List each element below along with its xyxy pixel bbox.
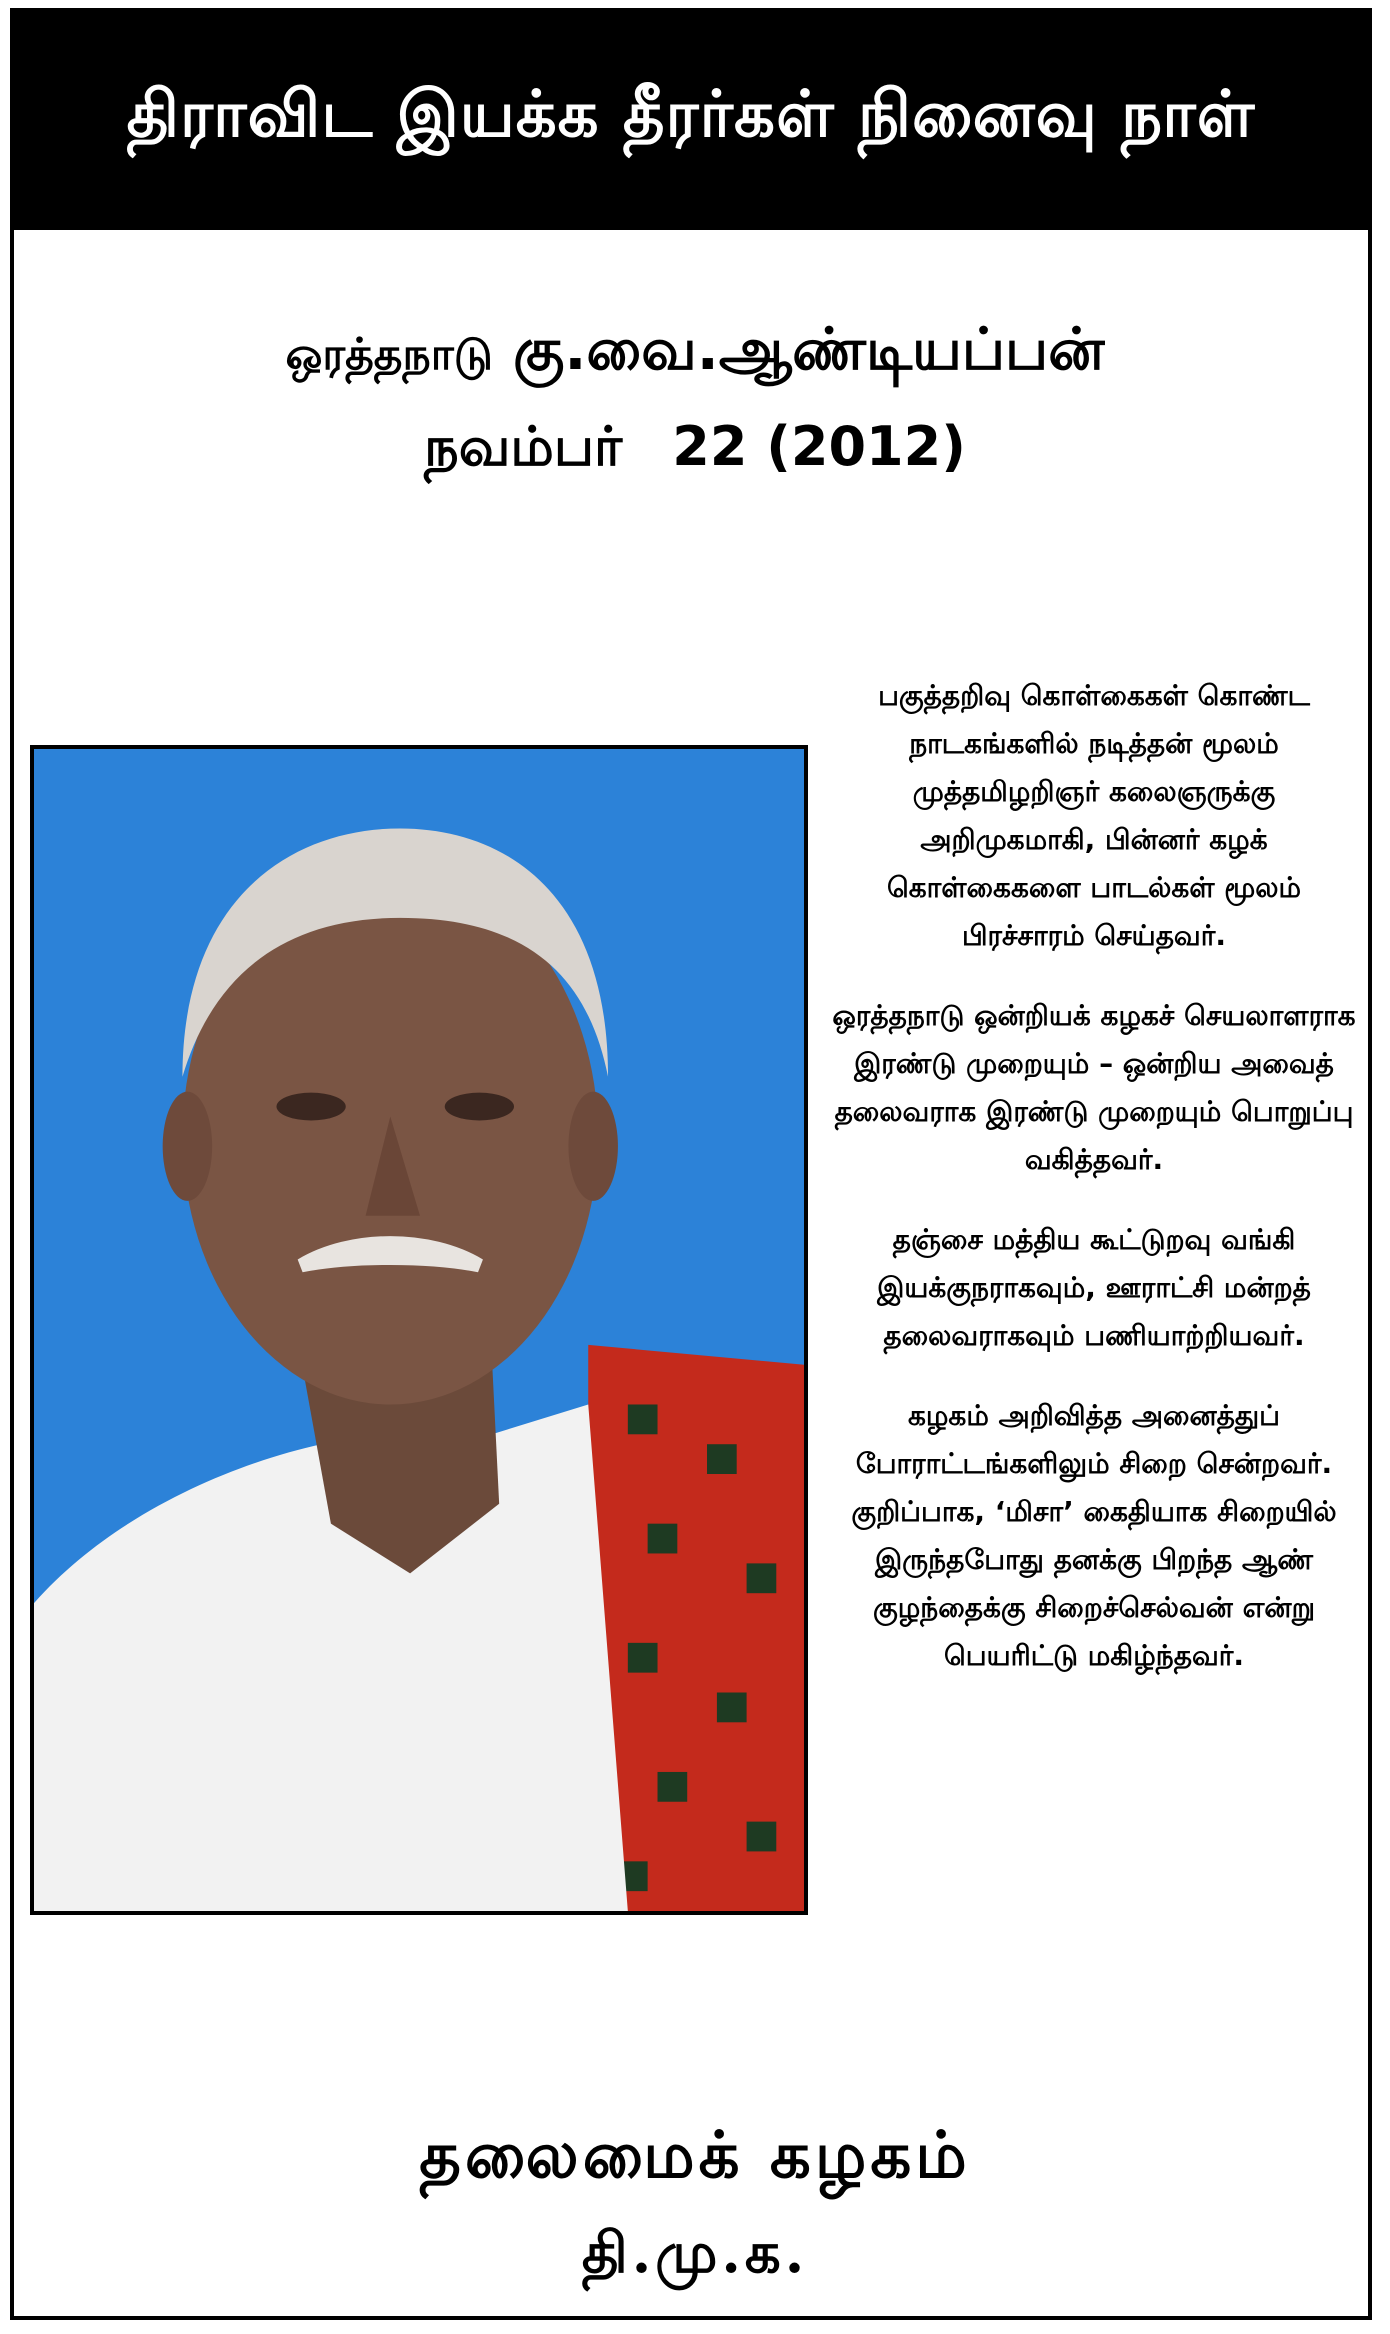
portrait-image <box>34 749 804 1911</box>
footer-party: தி.மு.க. <box>581 2220 809 2286</box>
memorial-date <box>0 415 1390 486</box>
person-name-line <box>0 315 1390 391</box>
portrait-photo <box>30 745 808 1915</box>
biography-paragraph: ஒரத்தநாடு ஒன்றியக் கழகச் செயலாளராக இரண்டு முறையும் – ஒன்றிய அவைத் தலைவராக இரண்டு முறையும் பொறுப்பு வகித்தவர். <box>832 999 1356 1176</box>
date-day-year: 22 (2012) <box>672 415 966 478</box>
header-banner <box>10 8 1372 230</box>
biography-text <box>830 672 1358 1712</box>
footer-organization: தலைமைக் கழகம் <box>419 2118 971 2193</box>
header-title: திராவிட இயக்க தீரர்கள் நினைவு நாள் <box>126 78 1256 152</box>
date-month: நவம்பர் <box>424 415 623 478</box>
biography-paragraph: கழகம் அறிவித்த அனைத்துப் போராட்டங்களிலும் சிறை சென்றவர். குறிப்பாக, ‘மிசா’ கைதியாக சிறையில் இருந்தபோது தனக்கு பிறந்த ஆண் குழந்தைக்கு சிறைச்செல்வன் என்று பெயரிட்டு மகிழ்ந்தவர். <box>851 1399 1337 1672</box>
biography-paragraph: தஞ்சை மத்திய கூட்டுறவு வங்கி இயக்குநராகவும், ஊராட்சி மன்றத் தலைவராகவும் பணியாற்றியவர். <box>877 1223 1311 1352</box>
person-place: ஒரத்தநாடு <box>285 329 493 380</box>
biography-paragraph: பகுத்தறிவு கொள்கைகள் கொண்ட நாடகங்களில் நடித்தன் மூலம் முத்தமிழறிஞர் கலைஞருக்கு அறிமுகமாகி, பின்னர் கழக் கொள்கைகளை பாடல்கள் மூலம் பிரச்சாரம் செய்தவர். <box>878 679 1310 952</box>
person-name: கு.வை.ஆண்டியப்பன் <box>513 315 1105 383</box>
